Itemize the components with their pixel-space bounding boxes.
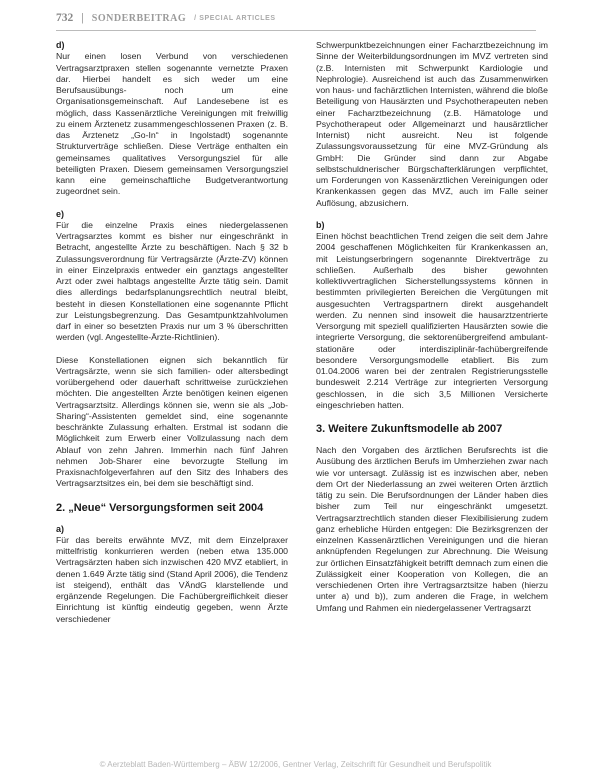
paragraph-e-1: Für die einzelne Praxis eines niedergelassenen Vertragsarztes kommt es bisher nur eingeschränkt in Betracht, angestellte Ärzte zu beschäftigen. Nach § 32 b Zulassungsverordnung für Vertragsärzte (Ärzte-ZV) können in einer Einzelpraxis entweder ein ganztags angestellter Arzt oder zwei halbtags angestellte Ärzte tätig sein. Damit dies allerdings bedarfsplanungsrechtlich neutral bleibt, besteht in diesen Konstellationen eine sogenannte Pflicht zur Leistungsbegrenzung. Das Gesamtpunktzahlvolumen darf in einer so besetzten Praxis nur um 3 % überschritten werden (vgl. Angestellte-Ärzte-Richtlinien).	[56, 219, 288, 343]
section-title: SONDERBEITRAG	[91, 12, 187, 24]
header-separator: |	[81, 12, 84, 24]
paragraph-b: Einen höchst beachtlichen Trend zeigen die seit dem Jahre 2004 geschaffenen Möglichkeiten für Krankenkassen an, mit Leistungserbringern sogenannte Direktverträge zu schließen. Außerhalb des bisher gewohnten kollektivvertraglichen Sicherstellungssystems können in bestimmten privilegierten Bereichen die Vergütungen mit ausgesuchten Vertragspartnern direkt ausgehandelt werden. Zu nennen sind insoweit die hausarztzentrierte Versorgung mit speziell qualifizierten Hausärzten sowie die integrierte Versorgung, die sektorenübergreifend ambulant-stationäre oder interdisziplinär-fachübergreifende besondere Versorgungsmodelle etabliert. Bis zum 01.04.2006 waren bei der zentralen Registrierungsstelle bundesweit 2.214 Verträge zur integrierten Versorgung geschlossen, in die sich 3,5 Millionen Versicherte eingeschrieben hatten.	[316, 231, 548, 410]
paragraph-a: Für das bereits erwähnte MVZ, mit dem Einzelpraxer mittelfristig konkurrieren werden (neben etwa 135.000 Vertragsärzten haben sich inzwischen 420 MVZ etabliert, in denen 1.649 Ärzte tätig sind (Stand April 2006), die Tendenz ist steigend), enthält das VÄndG klarstellende und ergänzende Regelungen. Die Fachübergreiflichkeit dieser Einrichtung ist künftig eindeutig gegeben, wenn Ärzte verschiedener	[56, 534, 288, 624]
copyright-footer: © Aerzteblatt Baden-Württemberg – ÄBW 12/2006, Gentner Verlag, Zeitschrift für Gesundheit und Berufspolitik	[99, 760, 492, 769]
paragraph-label-e: e)	[56, 208, 65, 219]
right-column	[316, 40, 548, 614]
section-heading-3: 3. Weitere Zukunftsmodelle ab 2007	[316, 423, 503, 435]
page-number: 732	[56, 12, 74, 24]
page-header	[56, 8, 536, 28]
paragraph-continued: Schwerpunktbezeichnungen einer Facharztbezeichnung im Sinne der Weiterbildungsordnungen im MVZ vertreten sind (z.B. Internisten mit Schwerpunkt Kardiologie und Nephrologie). Ausreichend ist auch das Zusammenwirken von haus- und fachärztlichen Internisten, während die bloße Beteiligung von Hausärzten und Psychotherapeuten neben einer Facharztbezeichnung (z.B. Hämatologe und Psychotherapeut oder Allgemeinarzt und hausärztlicher Internist) nicht ausreicht. Neu ist folgende Zulassungsvoraussetzung für eine MVZ-Gründung als GmbH: Die Gründer sind dann zur Abgabe selbstschuldnerischer Bürgschafterklärungen verpflichtet, um Forderungen von Kassenärztlichen Vereinigungen oder Krankenkassen gegen das MVZ, auch im Falle seiner Auflösung, abzusichern.	[316, 40, 548, 208]
paragraph-e-2: Diese Konstellationen eignen sich bekanntlich für Vertragsärzte, wenn sie sich familien- oder altersbedingt vorübergehend oder dauerhaft schrittweise zurückziehen möchten. Die angestellten Ärzte benötigen keinen eigenen Vertragsarztsitz. Allerdings können sie, wenn sie als „Job-Sharing“-Assistenten gemeldet sind, eine sogenannte beschränkte Zulassung erhalten. Erstmal ist sodann die Möglichkeit zum Erwerb einer Vollzulassung nach dem Ablauf von zehn Jahren. Immerhin nach fünf Jahren nehmen Job-Sharer eine bevorzugte Stellung im Praxisnachfolgeverfahren auf den Sitz des Inhabers des Vertragsarztsitzes ein, bei dem sie beschäftigt sind.	[56, 354, 288, 489]
paragraph-label-a: a)	[56, 523, 65, 534]
header-rule	[56, 30, 536, 31]
paragraph-label-d: d)	[56, 40, 65, 50]
left-column	[56, 40, 288, 625]
section-heading-2: 2. „Neue“ Versorgungsformen seit 2004	[56, 501, 264, 514]
paragraph-label-b: b)	[316, 219, 325, 230]
paragraph-d: Nur einen losen Verbund von verschiedenen Vertragsarztpraxen stellen sogenannte vernetzte Praxen dar. Hierbei handelt es sich weder um eine Berufsausübungs- noch um eine Organisationsgemeinschaft. Auf Landesebene ist es möglich, dass Kassenärztliche Vereinigungen mit freiwillig zu einem Ärztenetz zusammengeschlossenen Praxen (z. B. das Ärztenetz „Go-In“ in Ingolstadt) sogenannte Strukturverträge schließen. Diese Verträge enthalten ein gemeinsames qualitatives Versorgungsziel für alle beteiligten Praxen. Diesem gemeinsamen Versorgungsziel kann eine gemeinschaftliche Budgetverantwortung zugeordnet sein.	[56, 51, 288, 197]
section-subtitle: / SPECIAL ARTICLES	[194, 14, 276, 22]
paragraph-3: Nach den Vorgaben des ärztlichen Berufsrechts ist die Ausübung des ärztlichen Berufs im Umherziehen zwar nach wie vor untersagt. Zulässig ist es inzwischen aber, neben dem Ort der Niederlassung an zwei weiteren Orten ärztlich tätig zu sein. Die Berufsordnungen der Länder haben dies bisher zum Teil nur eingeschränkt umgesetzt. Vertragsarztrechtlich standen dieser Flexibilisierung zudem ganz erhebliche Hürden entgegen: Die Bezirksgrenzen der einzelnen Kassenärztlichen Vereinigungen und die hieran anknüpfenden Regelungen zur Abrechnung. Die Weisung zur örtlichen Einsatzfähigkeit betrifft demnach zum einen die Zulässigkeit einer Kooperation von Kollegen, die an verschiedenen Orten ihre Vertragsarztsitze haben (hierzu unter a) und b)), zum anderen die Frage, in welchem Umfang und Rahmen ein niedergelassener Vertragsarzt	[316, 445, 548, 613]
